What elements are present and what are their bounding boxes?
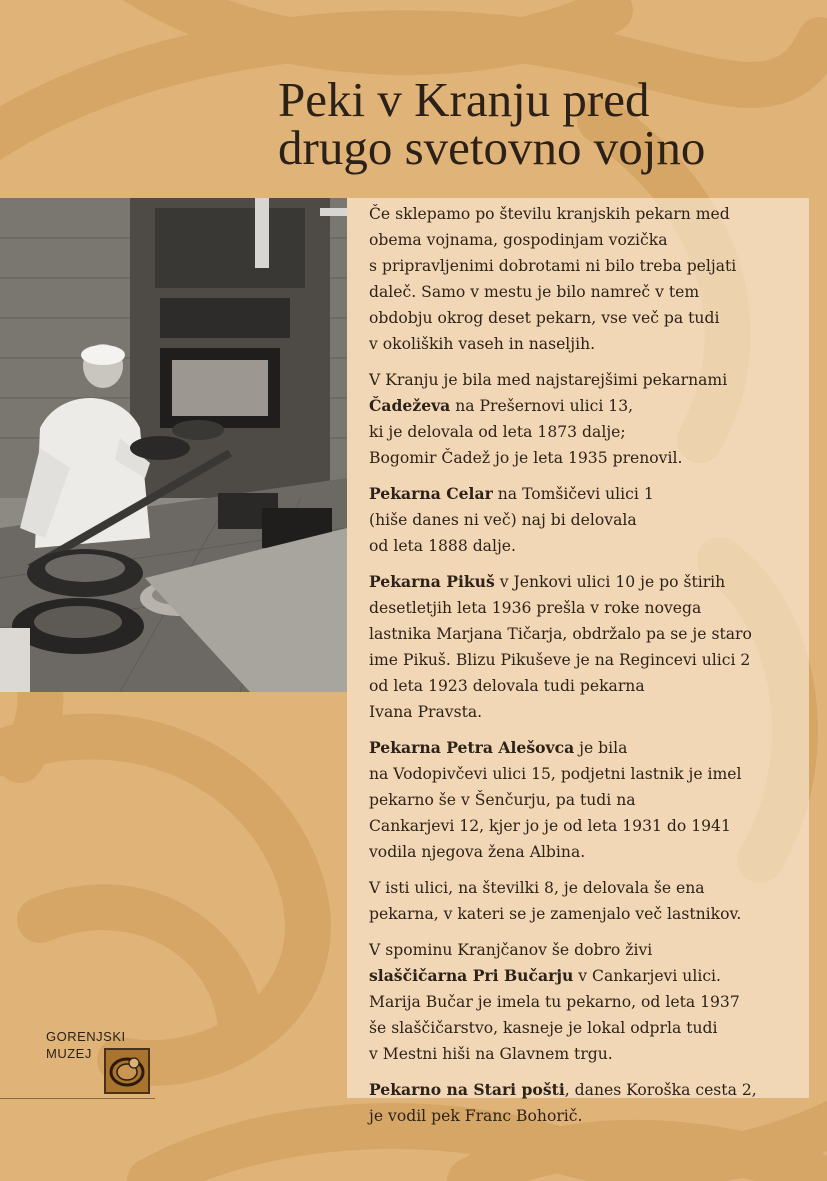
text-segment: v Mestni hiši na Glavnem trgu. xyxy=(369,1045,613,1063)
text-segment: V isti ulici, na številki 8, je delovala še ena xyxy=(369,879,705,897)
text-segment: Če sklepamo po številu kranjskih pekarn med xyxy=(369,205,730,223)
text-line xyxy=(369,787,799,813)
text-segment: obdobju okrog deset pekarn, vse več pa tudi xyxy=(369,309,720,327)
text-line xyxy=(369,813,799,839)
text-line xyxy=(369,875,799,901)
text-line xyxy=(369,1015,799,1041)
text-segment: s pripravljenimi dobrotami ni bilo treba peljati xyxy=(369,257,737,275)
text-line xyxy=(369,201,799,227)
text-line xyxy=(369,367,799,393)
text-line xyxy=(369,963,799,989)
text-segment: Marija Bučar je imela tu pekarno, od leta 1937 xyxy=(369,993,740,1011)
text-line xyxy=(369,1041,799,1067)
bakery-name: Pekarna Petra Alešovca xyxy=(369,738,575,757)
bakery-name: Pekarno na Stari pošti xyxy=(369,1080,565,1099)
text-line xyxy=(369,1103,799,1129)
text-line xyxy=(369,937,799,963)
text-segment: vodila njegova žena Albina. xyxy=(369,843,586,861)
paragraph xyxy=(369,569,799,725)
text-segment: pekarna, v kateri se je zamenjalo več lastnikov. xyxy=(369,905,742,923)
museum-ring-logo-icon xyxy=(104,1048,150,1094)
text-segment: na Tomšičevi ulici 1 xyxy=(492,485,654,503)
text-segment: obema vojnama, gospodinjam vozička xyxy=(369,231,668,249)
text-line xyxy=(369,647,799,673)
text-segment: ime Pikuš. Blizu Pikuševe je na Regincevi ulici 2 xyxy=(369,651,751,669)
text-segment: V spominu Kranjčanov še dobro živi xyxy=(369,941,653,959)
text-segment: Cankarjevi 12, kjer jo je od leta 1931 do 1941 xyxy=(369,817,731,835)
text-line xyxy=(369,761,799,787)
text-segment: je bila xyxy=(574,739,628,757)
bakery-photo xyxy=(0,198,347,692)
paragraph xyxy=(369,937,799,1067)
title-line-1: Peki v Kranju pred xyxy=(278,72,650,127)
text-segment: v Jenkovi ulici 10 je po štirih xyxy=(494,573,726,591)
paragraph xyxy=(369,735,799,865)
text-line xyxy=(369,507,799,533)
text-line xyxy=(369,1077,799,1103)
text-line xyxy=(369,305,799,331)
gorenjski-muzej-logo xyxy=(46,1028,158,1098)
text-segment: še slaščičarstvo, kasneje je lokal odprla tudi xyxy=(369,1019,718,1037)
text-segment: (hiše danes ni več) naj bi delovala xyxy=(369,511,637,529)
bakery-name: Pekarna Celar xyxy=(369,484,493,503)
text-line xyxy=(369,699,799,725)
text-line xyxy=(369,839,799,865)
text-line xyxy=(369,227,799,253)
logo-divider xyxy=(0,1098,155,1099)
text-segment: Bogomir Čadež jo je leta 1935 prenovil. xyxy=(369,449,683,467)
text-segment: v Cankarjevi ulici. xyxy=(573,967,722,985)
text-segment: pekarno še v Šenčurju, pa tudi na xyxy=(369,791,636,809)
text-line xyxy=(369,673,799,699)
page-title xyxy=(278,72,798,175)
text-segment: ki je delovala od leta 1873 dalje; xyxy=(369,423,626,441)
text-line xyxy=(369,901,799,927)
text-segment: v okoliških vaseh in naseljih. xyxy=(369,335,596,353)
text-line xyxy=(369,989,799,1015)
text-segment: je vodil pek Franc Bohorič. xyxy=(369,1107,583,1125)
text-line xyxy=(369,419,799,445)
paragraph xyxy=(369,201,799,357)
text-line xyxy=(369,621,799,647)
text-line xyxy=(369,595,799,621)
text-line xyxy=(369,331,799,357)
article-body xyxy=(369,201,799,1139)
bakery-name: Čadeževa xyxy=(369,396,451,415)
text-line xyxy=(369,735,799,761)
text-segment: V Kranju je bila med najstarejšimi pekarnami xyxy=(369,371,728,389)
paragraph xyxy=(369,1077,799,1129)
text-line xyxy=(369,533,799,559)
logo-line-2: MUZEJ xyxy=(46,1046,92,1061)
text-segment: desetletjih leta 1936 prešla v roke novega xyxy=(369,599,702,617)
logo-line-1: GORENJSKI xyxy=(46,1029,126,1044)
paragraph xyxy=(369,481,799,559)
text-line xyxy=(369,481,799,507)
text-segment: Ivana Pravsta. xyxy=(369,703,483,721)
title-line-2: drugo svetovno vojno xyxy=(278,120,706,175)
paragraph xyxy=(369,367,799,471)
paragraph xyxy=(369,875,799,927)
text-line xyxy=(369,279,799,305)
text-segment: od leta 1888 dalje. xyxy=(369,537,516,555)
text-line xyxy=(369,569,799,595)
text-line xyxy=(369,393,799,419)
bakery-name: slaščičarna Pri Bučarju xyxy=(369,966,574,985)
text-segment: , danes Koroška cesta 2, xyxy=(564,1081,757,1099)
text-line xyxy=(369,445,799,471)
text-segment: lastnika Marjana Tičarja, obdržalo pa se je staro xyxy=(369,625,752,643)
bakery-name: Pekarna Pikuš xyxy=(369,572,495,591)
text-segment: na Vodopivčevi ulici 15, podjetni lastnik je imel xyxy=(369,765,742,783)
text-segment: daleč. Samo v mestu je bilo namreč v tem xyxy=(369,283,700,301)
bakery-oven-photo-icon xyxy=(0,198,347,692)
text-segment: na Prešernovi ulici 13, xyxy=(450,397,634,415)
text-segment: od leta 1923 delovala tudi pekarna xyxy=(369,677,645,695)
text-line xyxy=(369,253,799,279)
